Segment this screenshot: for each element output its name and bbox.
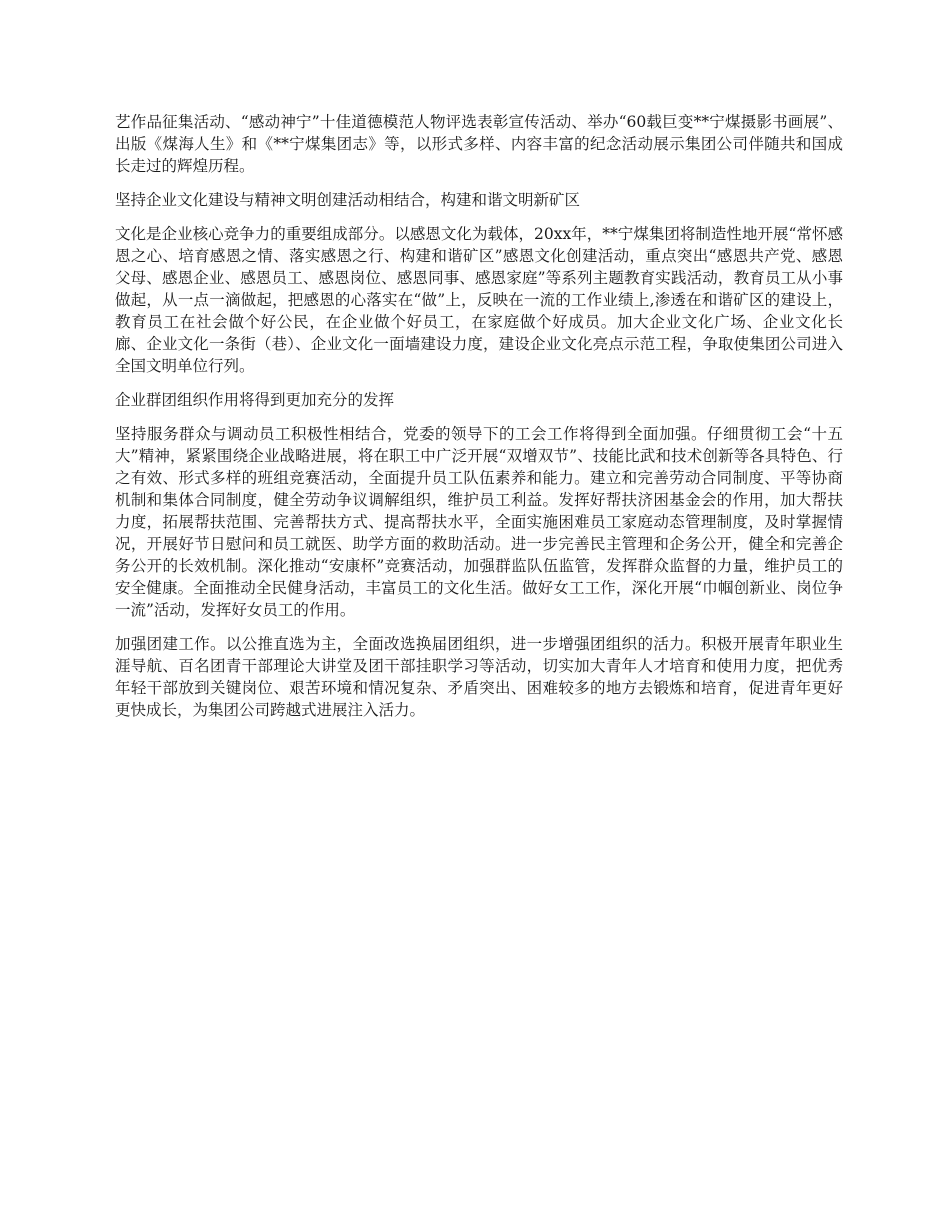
paragraph-youth-league-work: 加强团建工作。以公推直选为主，全面改选换届团组织，进一步增强团组织的活力。积极开展青年职业生涯导航、百名团青干部理论大讲堂及团干部挂职学习等活动，切实加大青年人才培育和使用力度，把优秀年轻干部放到关键岗位、艰苦环境和情况复杂、矛盾突出、困难较多的地方去锻炼和培育，促进青年更好更快成长，为集团公司跨越式进展注入活力。 (115, 635, 843, 719)
paragraph-gratitude-culture: 文化是企业核心竞争力的重要组成部分。以感恩文化为载体，20xx年，**宁煤集团将制造性地开展“常怀感恩之心、培育感恩之情、落实感恩之行、构建和谐矿区”感恩文化创建活动，重点突出“感恩共产党、感恩父母、感恩企业、感恩员工、感恩岗位、感恩同事、感恩家庭”等系列主题教育实践活动，教育员工从小事做起，从一点一滴做起，把感恩的心落实在“做”上，反映在一流的工作业绩上,渗透在和谐矿区的建设上，教育员工在社会做个好公民，在企业做个好员工，在家庭做个好成员。加大企业文化广场、企业文化长廊、企业文化一条街（巷）、企业文化一面墙建设力度，建设企业文化亮点示范工程，争取使集团公司进入全国文明单位行列。 (115, 225, 843, 375)
paragraph-union-work: 坚持服务群众与调动员工积极性相结合，党委的领导下的工会工作将得到全面加强。仔细贯彻工会“十五大”精神，紧紧围绕企业战略进展，将在职工中广泛开展“双增双节”、技能比武和技术创新等各具特色、行之有效、形式多样的班组竞赛活动，全面提升员工队伍素养和能力。建立和完善劳动合同制度、平等协商机制和集体合同制度，健全劳动争议调解组织，维护员工利益。发挥好帮扶济困基金会的作用，加大帮扶力度，拓展帮扶范围、完善帮扶方式、提高帮扶水平，全面实施困难员工家庭动态管理制度，及时掌握情况，开展好节日慰问和员工就医、助学方面的救助活动。进一步完善民主管理和企务公开，健全和完善企务公开的长效机制。深化推动“安康杯”竞赛活动，加强群监队伍监管，发挥群众监督的力量，维护员工的安全健康。全面推动全民健身活动，丰富员工的文化生活。做好女工工作，深化开展“巾帼创新业、岗位争一流”活动，发挥好女员工的作用。 (115, 425, 843, 619)
section-heading-corporate-culture: 坚持企业文化建设与精神文明创建活动相结合，构建和谐文明新矿区 (115, 191, 581, 209)
paragraph-celebration-activities: 艺作品征集活动、“感动神宁”十佳道德模范人物评选表彰宣传活动、举办“60载巨变**宁煤摄影书画展”、出版《煤海人生》和《**宁煤集团志》等，以形式多样、内容丰富的纪念活动展示集团公司伴随共和国成长走过的辉煌历程。 (115, 113, 843, 175)
section-heading-mass-organizations: 企业群团组织作用将得到更加充分的发挥 (115, 391, 395, 409)
document-body (115, 111, 843, 733)
